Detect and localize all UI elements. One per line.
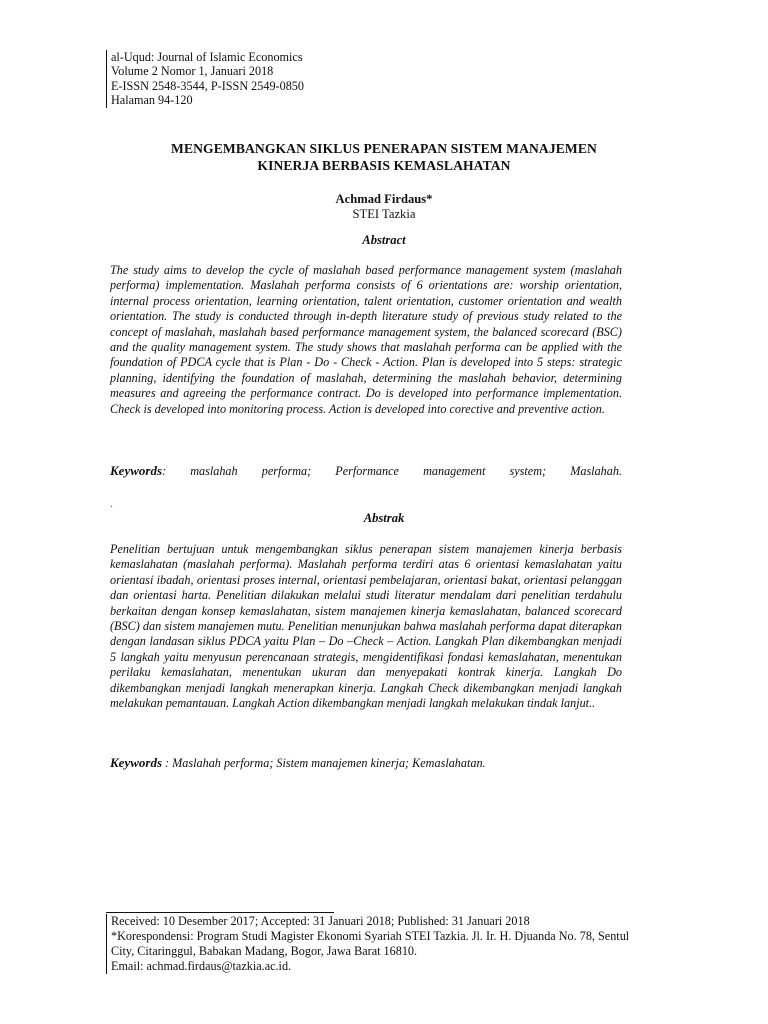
journal-issn: E-ISSN 2548-3544, P-ISSN 2549-0850: [111, 78, 304, 93]
journal-name: al-Uqud: Journal of Islamic Economics: [111, 50, 303, 64]
keywords-id: [110, 755, 622, 771]
paper-title-line-1: MENGEMBANGKAN SIKLUS PENERAPAN SISTEM MANAJEMEN: [171, 141, 597, 156]
journal-pages: Halaman 94-120: [111, 93, 193, 108]
author-block: [108, 192, 660, 222]
stray-mark: .: [110, 496, 113, 510]
keywords-id-label: Keywords: [110, 755, 162, 770]
keywords-en: [110, 463, 622, 479]
footer-notes: [106, 914, 631, 974]
journal-volume: Volume 2 Nomor 1, Januari 2018: [111, 64, 274, 79]
abstrak-text: Penelitian bertujuan untuk mengembangkan siklus penerapan sistem manajemen kinerja berbasis kemaslahatan (maslahah performa). Maslahah performa terdiri atas 6 orientasi kemaslahatan yaitu orientasi ibadah, orientasi proses internal, orientasi pembelajaran, orientasi bakat, orientasi pelanggan dan orientasi harta. Penelitian dilakukan melalui studi literatur mendalam dari penelitian terdahulu berkaitan dengan konsep kemaslahatan, sistem manajemen kinerja kemaslahatan, balanced scorecard (BSC) dan sistem manajemen mutu. Penelitian menunjukan bahwa maslahah performa dapat diterapkan dengan landasan siklus PDCA yaitu Plan – Do –Check – Action. Langkah Plan dikembangkan menjadi 5 langkah yaitu menyusun perencanaan strategis, mengidentifikasi fondasi kemaslahatan, menentukan perilaku kemaslahatan, menentukan ukuran dan menyepakati kontrak kinerja. Langkah Do dikembangkan menjadi langkah menerapkan kinerja. Langkah Check dikembangkan menjadi langkah melakukan pemantauan. Langkah Action dikembangkan menjadi langkah melakukan tindak lanjut..: [110, 542, 622, 711]
received-dates: Received: 10 Desember 2017; Accepted: 31 Januari 2018; Published: 31 Januari 2018: [111, 914, 530, 928]
keywords-en-text: : maslahah performa; Performance management system; Maslahah.: [162, 464, 622, 478]
author-affiliation: STEI Tazkia: [352, 207, 416, 221]
footer-rule: [106, 912, 334, 913]
paper-title: [108, 140, 660, 174]
keywords-en-label: Keywords: [110, 463, 162, 478]
abstract-text: The study aims to develop the cycle of maslahah based performance management system (maslahah performa) implementation. Maslahah performa consists of 6 orientations are: worship orientation, internal process orientation, learning orientation, talent orientation, customer orientation and wealth orientation. The study is conducted through in-depth literature study of previous study related to the concept of maslahah, maslahah based performance management system, the balanced scorecard (BSC) and the quality management system. The study shows that maslahah performa can be applied with the foundation of PDCA cycle that is Plan - Do - Check - Action. Plan is developed into 5 steps: strategic planning, identifying the foundation of maslahah, determining the maslahah behavior, determining measures and agreeing the performance contract. Do is developed into performance implementation. Check is developed into monitoring process. Action is developed into corective and preventive action.: [110, 263, 622, 416]
journal-header: [106, 50, 304, 108]
email: Email: achmad.firdaus@tazkia.ac.id.: [111, 959, 292, 973]
abstrak-heading: Abstrak: [363, 511, 405, 525]
paper-title-line-2: KINERJA BERBASIS KEMASLAHATAN: [257, 158, 511, 173]
abstract-heading: Abstract: [362, 233, 406, 247]
keywords-id-text: : Maslahah performa; Sistem manajemen kinerja; Kemaslahatan.: [162, 756, 486, 770]
author-name: Achmad Firdaus*: [335, 192, 433, 206]
correspondence: *Korespondensi: Program Studi Magister Ekonomi Syariah STEI Tazkia. Jl. Ir. H. Djuanda No. 78, Sentul City, Citaringgul, Babakan Madang, Bogor, Jawa Barat 16810.: [111, 929, 630, 958]
